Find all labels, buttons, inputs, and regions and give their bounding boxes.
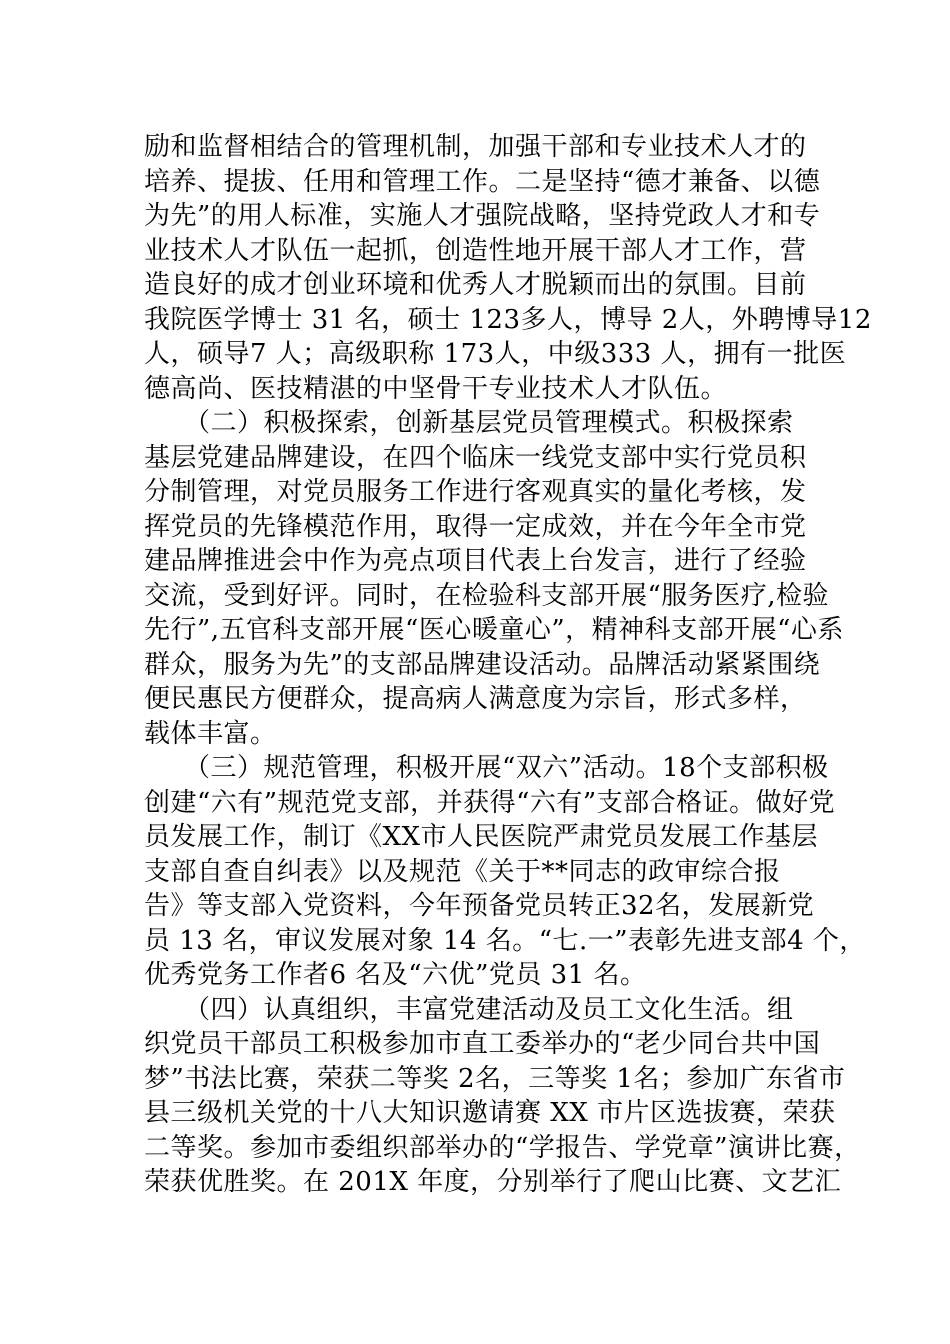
text-line: 二等奖。参加市委组织部举办的“学报告、学党章”演讲比赛，: [144, 1132, 861, 1163]
text-line: 我院医学博士 31 名，硕士 123多人，博导 2人，外聘博导12: [144, 304, 872, 335]
text-line: 人，硕导7 人；高级职称 173人，中级333 人，拥有一批医: [144, 339, 847, 369]
text-line: 德高尚、医技精湛的中坚骨干专业技术人才队伍。: [144, 373, 728, 404]
text-line: 励和监督相结合的管理机制，加强干部和专业技术人才的: [144, 132, 807, 162]
section-heading-3: （三）规范管理，积极开展“双六”活动。18个支部积极: [144, 753, 829, 783]
text-line: 优秀党务工作者6 名及“六优”党员 31 名。: [144, 960, 647, 990]
text-line: 分制管理，对党员服务工作进行客观真实的量化考核，发: [144, 477, 807, 507]
text-line: 员发展工作，制订《XX市人民医院严肃党员发展工作基层: [144, 822, 819, 852]
text-line: 基层党建品牌建设，在四个临床一线党支部中实行党员积: [144, 442, 807, 473]
text-line: 为先”的用人标准，实施人才强院战略，坚持党政人才和专: [144, 201, 821, 231]
text-line: 告》等支部入党资料，今年预备党员转正32名，发展新党: [144, 891, 815, 921]
text-line: 载体丰富。: [144, 718, 277, 749]
text-line: 县三级机关党的十八大知识邀请赛 XX 市片区选拔赛，荣获: [144, 1098, 836, 1128]
text-line: 培养、提拔、任用和管理工作。二是坚持“德才兼备、以德: [144, 166, 821, 197]
section-heading-4: （四）认真组织，丰富党建活动及员工文化生活。组: [144, 994, 794, 1025]
text-line: 便民惠民方便群众，提高病人满意度为宗旨，形式多样，: [144, 684, 807, 714]
text-line: 建品牌推进会中作为亮点项目代表上台发言，进行了经验: [144, 546, 807, 576]
text-line: 挥党员的先锋模范作用，取得一定成效，并在今年全市党: [144, 511, 807, 542]
text-line: 织党员干部员工积极参加市直工委举办的“老少同台共中国: [144, 1029, 821, 1059]
text-line: 员 13 名，审议发展对象 14 名。“七.一”表彰先进支部4 个，: [144, 925, 866, 956]
section-heading-2: （二）积极探索，创新基层党员管理模式。积极探索: [144, 408, 794, 438]
document-body: [144, 130, 872, 1200]
text-line: 先行”,五官科支部开展“医心暖童心”，精神科支部开展“心系: [144, 615, 844, 645]
text-line: 支部自查自纠表》以及规范《关于**同志的政审综合报: [144, 856, 781, 887]
text-line: 群众，服务为先”的支部品牌建设活动。品牌活动紧紧围绕: [144, 649, 821, 680]
text-line: 交流，受到好评。同时，在检验科支部开展“服务医疗,检验: [144, 580, 830, 611]
text-line: 造良好的成才创业环境和优秀人才脱颖而出的氛围。目前: [144, 270, 807, 300]
text-line: 创建“六有”规范党支部，并获得“六有”支部合格证。做好党: [144, 787, 836, 818]
text-line: 梦”书法比赛，荣获二等奖 2名，三等奖 1名；参加广东省市: [144, 1063, 846, 1094]
text-line: 荣获优胜奖。在 201X 年度，分别举行了爬山比赛、文艺汇: [144, 1167, 842, 1197]
text-line: 业技术人才队伍一起抓，创造性地开展干部人才工作，营: [144, 235, 807, 266]
